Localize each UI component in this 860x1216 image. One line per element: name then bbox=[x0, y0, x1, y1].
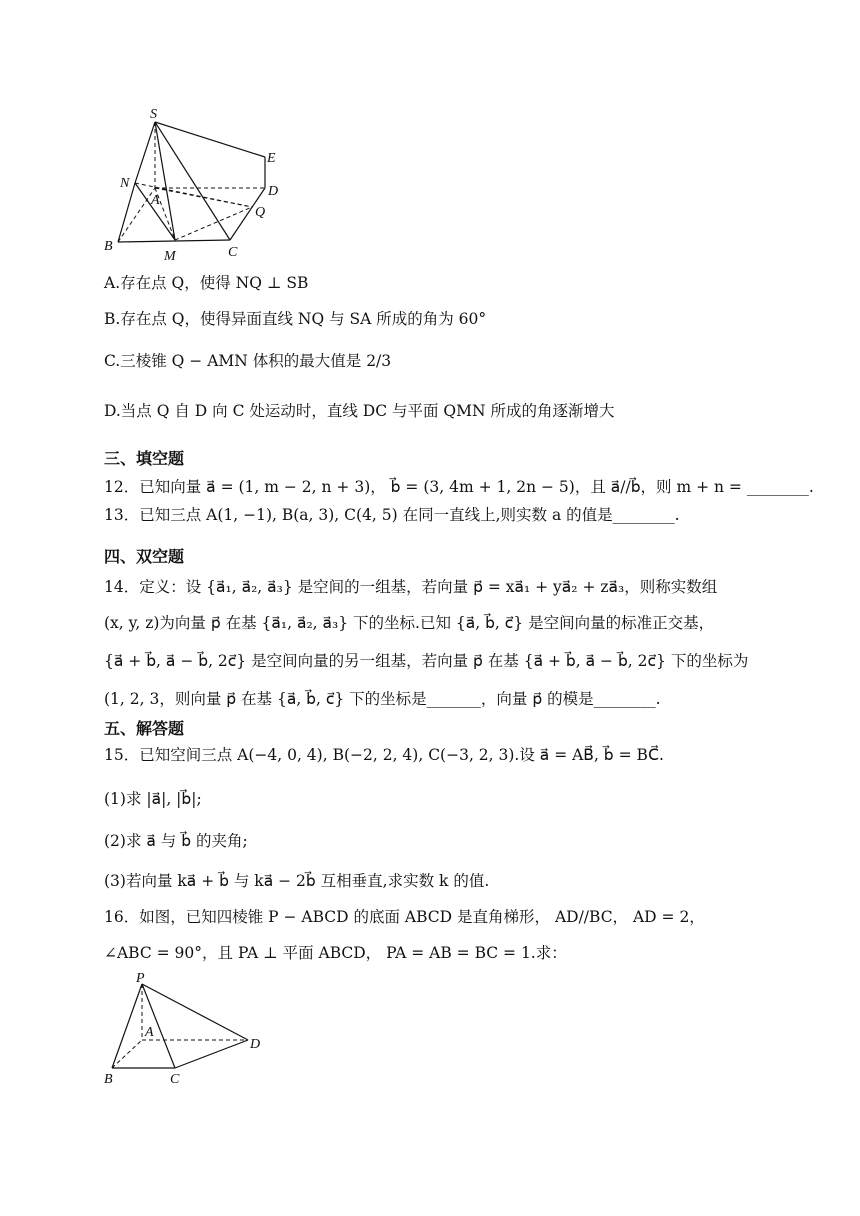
option-d: D.当点 Q 自 D 向 C 处运动时，直线 DC 与平面 QMN 所成的角逐渐增大 bbox=[104, 402, 615, 420]
section-answer: 五、解答题 bbox=[104, 719, 185, 738]
edge-SC bbox=[155, 122, 230, 240]
label-A: A bbox=[151, 193, 160, 208]
label-B: B bbox=[104, 1072, 113, 1087]
label-S: S bbox=[150, 107, 157, 122]
edge-NB bbox=[118, 183, 135, 242]
question-15-stem: 15．已知空间三点 A(−4, 0, 4), B(−2, 2, 4), C(−3, 2, 3).设 a⃗ = AB⃗, b⃗ = BC⃗. bbox=[104, 746, 664, 764]
label-D: D bbox=[250, 1037, 261, 1052]
question-16-line-2: ∠ABC = 90°，且 PA ⊥ 平面 ABCD， PA = AB = BC = 1.求： bbox=[104, 944, 567, 962]
label-B: B bbox=[104, 239, 113, 254]
question-12: 12．已知向量 a⃗ = (1, m − 2, n + 3)， b⃗ = (3, 4m + 1, 2n − 5)，且 a⃗//b⃗，则 m + n = ________. bbox=[104, 478, 814, 496]
figure-pyramid-pabcd bbox=[100, 968, 280, 1090]
edge-PB bbox=[112, 984, 142, 1068]
section-fill-blank: 三、填空题 bbox=[104, 449, 185, 468]
label-D: D bbox=[268, 184, 279, 199]
edge-BA-hidden bbox=[118, 188, 155, 242]
question-15-part-1: (1)求 |a⃗|, |b⃗|; bbox=[104, 790, 202, 808]
label-P: P bbox=[136, 971, 145, 986]
option-a: A.存在点 Q，使得 NQ ⊥ SB bbox=[104, 274, 309, 292]
question-14-line-4: (1, 2, 3，则向量 p⃗ 在基 {a⃗, b⃗, c⃗} 下的坐标是_______，向量 p⃗ 的模是________. bbox=[104, 690, 661, 708]
label-Q: Q bbox=[255, 205, 266, 220]
label-M: M bbox=[164, 249, 176, 264]
question-14-line-1: 14．定义：设 {a⃗₁, a⃗₂, a⃗₃} 是空间的一组基，若向量 p⃗ = xa⃗₁ + ya⃗₂ + za⃗₃，则称实数组 bbox=[104, 578, 718, 596]
question-13: 13．已知三点 A(1, −1), B(a, 3), C(4, 5) 在同一直线上,则实数 a 的值是________. bbox=[104, 506, 680, 524]
label-C: C bbox=[170, 1072, 180, 1087]
label-N: N bbox=[120, 176, 130, 191]
section-double-blank: 四、双空题 bbox=[104, 547, 185, 566]
question-15-part-3: (3)若向量 ka⃗ + b⃗ 与 ka⃗ − 2b⃗ 互相垂直,求实数 k 的值. bbox=[104, 872, 490, 890]
question-14-line-2: (x, y, z)为向量 p⃗ 在基 {a⃗₁, a⃗₂, a⃗₃} 下的坐标.已知 {a⃗, b⃗, c⃗} 是空间向量的标准正交基， bbox=[104, 614, 715, 632]
edge-SM bbox=[155, 122, 175, 240]
edge-BC bbox=[118, 240, 230, 242]
label-A: A bbox=[145, 1025, 154, 1040]
edge-CD bbox=[175, 1040, 248, 1068]
edge-PD bbox=[142, 984, 248, 1040]
figure-pyramid-sabcde bbox=[100, 100, 300, 265]
question-15-part-2: (2)求 a⃗ 与 b⃗ 的夹角; bbox=[104, 832, 248, 850]
edge-SN bbox=[135, 122, 155, 183]
edge-AQ-hidden bbox=[155, 188, 252, 207]
option-b: B.存在点 Q，使得异面直线 NQ 与 SA 所成的角为 60° bbox=[104, 310, 487, 328]
option-c: C.三棱锥 Q − AMN 体积的最大值是 2/3 bbox=[104, 352, 392, 370]
question-14-line-3: {a⃗ + b⃗, a⃗ − b⃗, 2c⃗} 是空间向量的另一组基，若向量 p⃗ 在基 {a⃗ + b⃗, a⃗ − b⃗, 2c⃗} 下的坐标为 bbox=[104, 652, 749, 670]
label-E: E bbox=[267, 151, 276, 166]
label-C: C bbox=[228, 245, 238, 260]
edge-NM bbox=[135, 183, 175, 240]
edge-SE bbox=[155, 122, 265, 157]
question-16-line-1: 16．如图，已知四棱锥 P − ABCD 的底面 ABCD 是直角梯形， AD//BC， AD = 2， bbox=[104, 908, 705, 926]
